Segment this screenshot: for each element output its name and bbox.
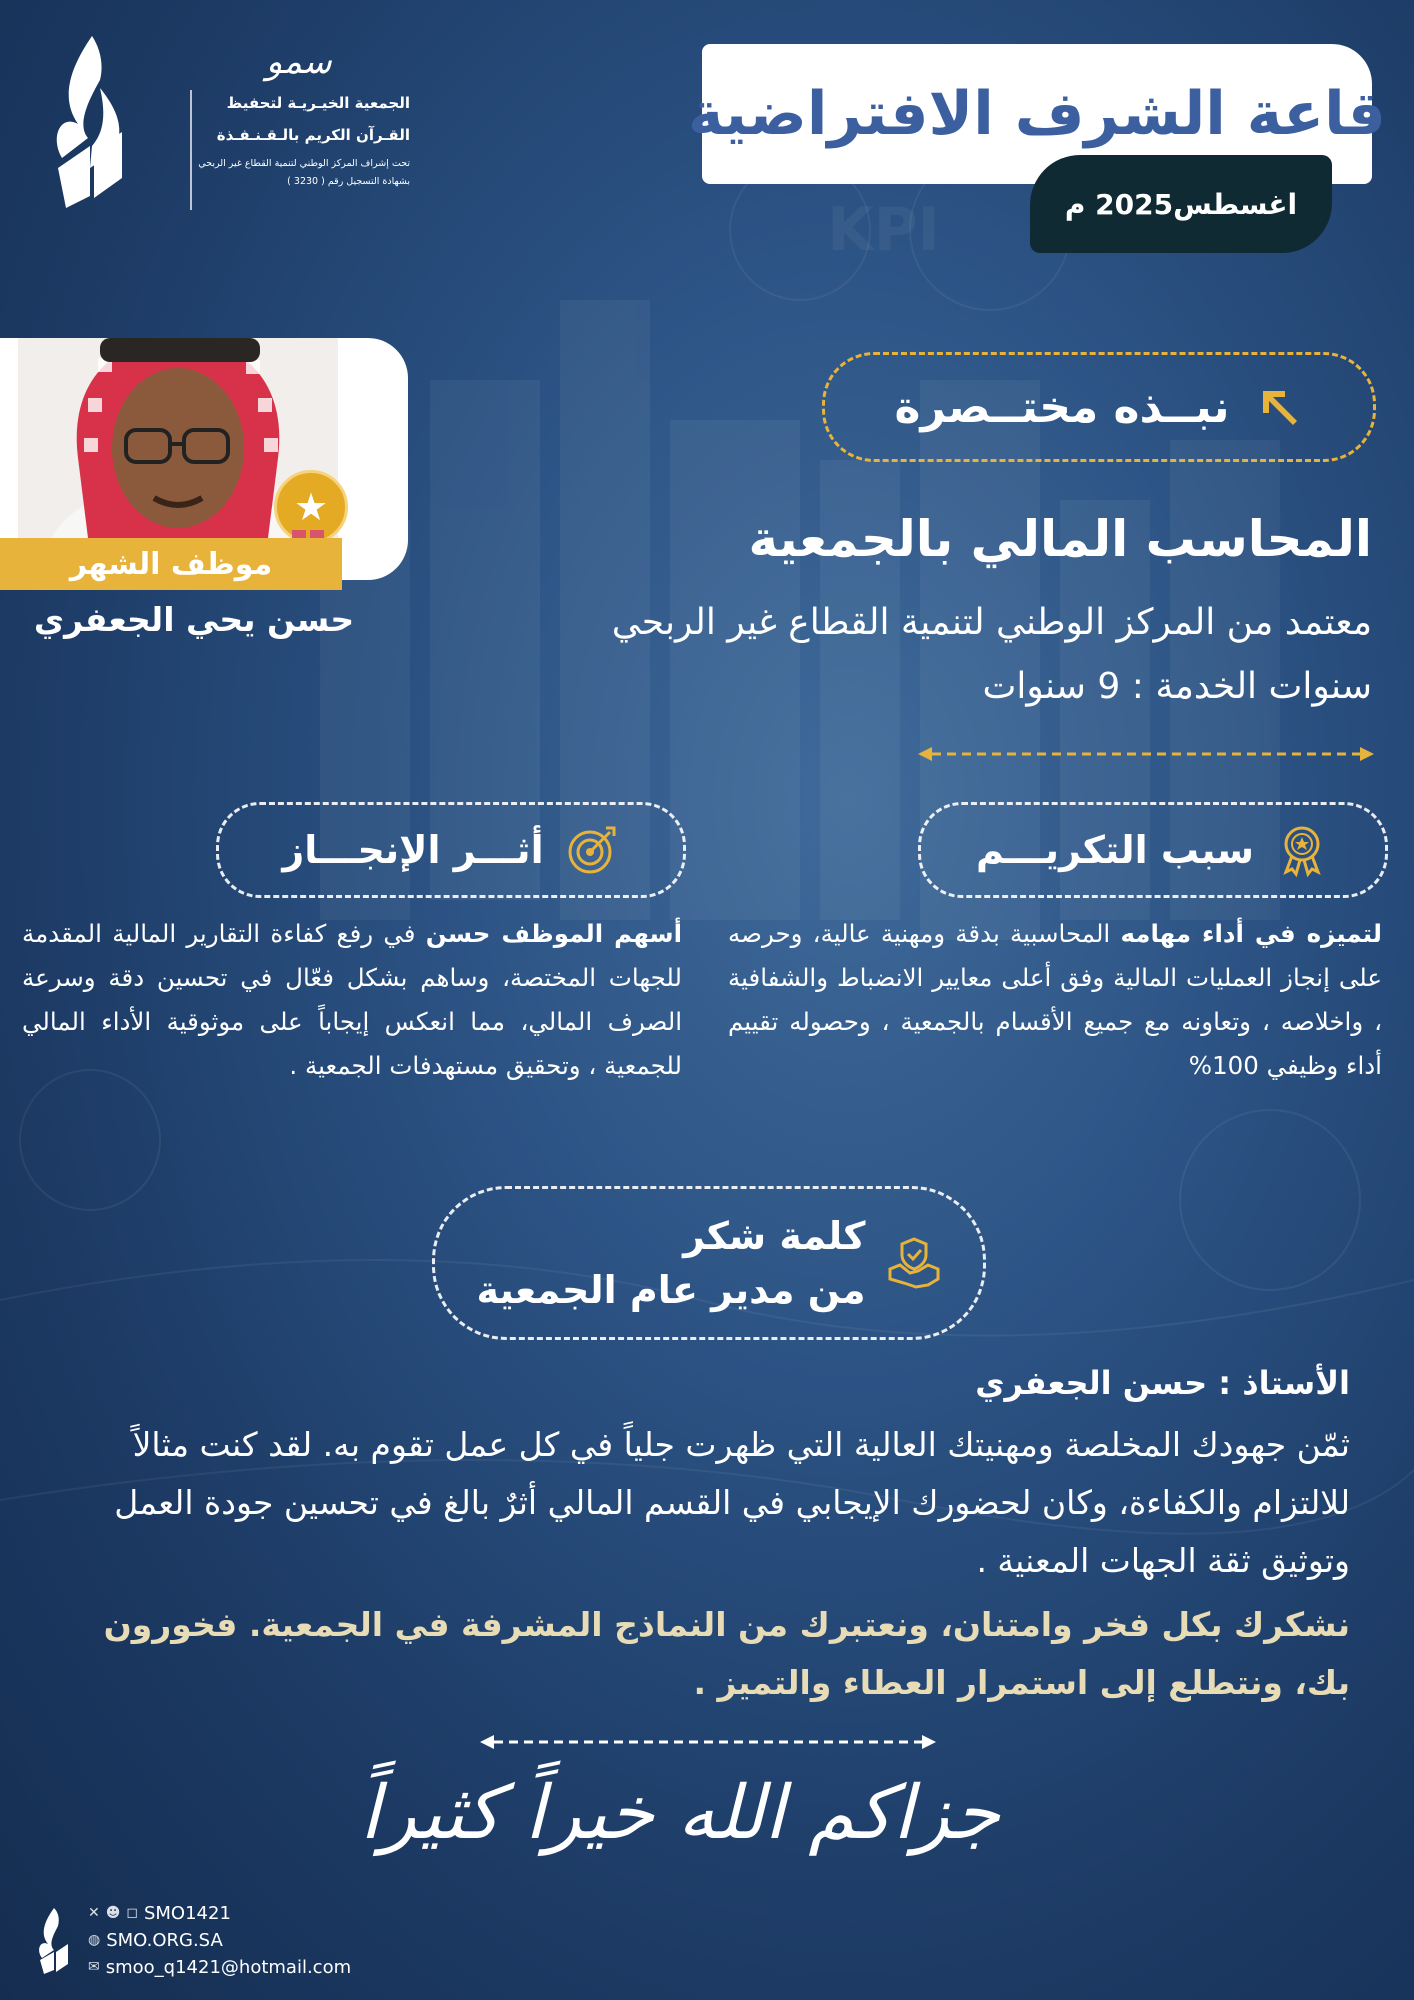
divider-arrow: [918, 746, 1374, 762]
thanks-text: ثمّن جهودك المخلصة ومهنيتك العالية التي ظهرت جلياً في كل عمل تقوم به. لقد كنت مثالاً للالتزام والكفاءة، وكان لحضورك الإيجابي في القسم المالي أثرٌ بالغ في تحسين جودة العمل وتوثيق ثقة الجهات المعنية .: [114, 1425, 1350, 1580]
logo-name-line1: الجمعية الخيـريـة لتحفيظ: [226, 94, 410, 112]
reason-heading-pill: [918, 802, 1388, 898]
snapchat-icon: ☻: [105, 1905, 121, 1921]
handshake-shield-icon: [886, 1235, 942, 1291]
mail-icon: ✉: [88, 1959, 100, 1975]
service-years-line: سنوات الخدمة : 9 سنوات: [982, 666, 1372, 707]
date-text: اغسطس2025 م: [1064, 187, 1298, 221]
employee-name: حسن يحي الجعفري: [33, 600, 355, 639]
certification-line: معتمد من المركز الوطني لتنمية القطاع غير الربحي: [611, 602, 1372, 643]
impact-text: [22, 912, 682, 1088]
instagram-icon: ◻: [126, 1905, 138, 1921]
social-handle[interactable]: SMO1421: [143, 1903, 231, 1924]
svg-text:KPI: KPI: [827, 195, 940, 265]
job-title: المحاسب المالي بالجمعية: [748, 510, 1372, 568]
impact-heading-pill: [216, 802, 686, 898]
brief-heading-pill: [822, 352, 1376, 462]
addressee: الأستاذ : حسن الجعفري: [975, 1364, 1350, 1402]
thanks-heading-pill: [432, 1186, 986, 1340]
impact-text-body: في رفع كفاءة التقارير المالية المقدمة للجهات المختصة، وساهم بشكل فعّال في تحسين دقة وسرعة الصرف المالي، مما انعكس إيجاباً على موثوقية الأداء المالي للجمعية ، وتحقيق مستهدفات الجمعية .: [22, 919, 682, 1080]
footer-contacts: [88, 1900, 351, 1981]
footer-logo-icon: [30, 1906, 78, 1974]
employee-label: موظف الشهر: [69, 546, 273, 582]
thanks-title: كلمة شكر: [683, 1214, 866, 1258]
award-ribbon-icon: [1274, 822, 1330, 878]
thanks-heading: [476, 1209, 865, 1317]
social-row: [88, 1900, 351, 1927]
closing-text: نشكرك بكل فخر وامتنان، ونعتبرك من النماذج المشرفة في الجمعية. فخورون بك، ونتطلع إلى استمرار العطاء والتميز .: [103, 1605, 1350, 1702]
page-title: قاعة الشرف الافتراضية: [688, 79, 1386, 149]
impact-text-bold: أسهم الموظف حسن: [425, 919, 682, 948]
date-badge: [1030, 155, 1332, 253]
website-link[interactable]: SMO.ORG.SA: [106, 1930, 223, 1951]
email-link[interactable]: smoo_q1421@hotmail.com: [105, 1957, 352, 1978]
brief-heading: نبــذه مختــصرة: [894, 381, 1230, 433]
organization-logo: [30, 28, 410, 218]
thanks-subtitle: من مدير عام الجمعية: [476, 1268, 866, 1312]
email-row: [88, 1954, 351, 1981]
globe-icon: ◍: [88, 1932, 101, 1948]
divider-arrow-2: [480, 1734, 936, 1750]
target-arrow-icon: [564, 822, 620, 878]
logo-divider: [190, 90, 192, 210]
logo-sub-line2: بشهادة التسجيل رقم ( 3230 ): [287, 176, 410, 187]
impact-heading: أثـــر الإنجـــاز: [282, 828, 544, 872]
logo-name-line2: القـرآن الكريم بالـقـنـفـذة: [216, 126, 410, 144]
reason-text-bold: لتميزه في أداء مهامه: [1120, 919, 1383, 948]
reason-text: [728, 912, 1382, 1088]
logo-wordmark: سمو: [266, 42, 332, 82]
logo-emblem-icon: [30, 28, 150, 218]
arrow-up-left-icon: [1255, 383, 1303, 431]
employee-label-box: [0, 538, 342, 590]
reason-heading: سبب التكريـــم: [976, 828, 1254, 872]
logo-sub-line1: تحت إشراف المركز الوطني لتنمية القطاع غير الربحي: [198, 158, 410, 169]
x-icon: ✕: [88, 1905, 100, 1921]
reason-text-body: المحاسبية بدقة ومهنية عالية، وحرصه على إنجاز العمليات المالية وفق أعلى معايير الانضباط والشفافية ، واخلاصه ، وتعاونه مع جميع الأقسام بالجمعية ، وحصوله تقييم أداء وظيفي 100%: [728, 919, 1382, 1080]
website-row: [88, 1927, 351, 1954]
calligraphy-blessing: جزاكم الله خيراً كثيراً: [359, 1770, 1000, 1856]
star-icon: ★: [274, 470, 348, 544]
